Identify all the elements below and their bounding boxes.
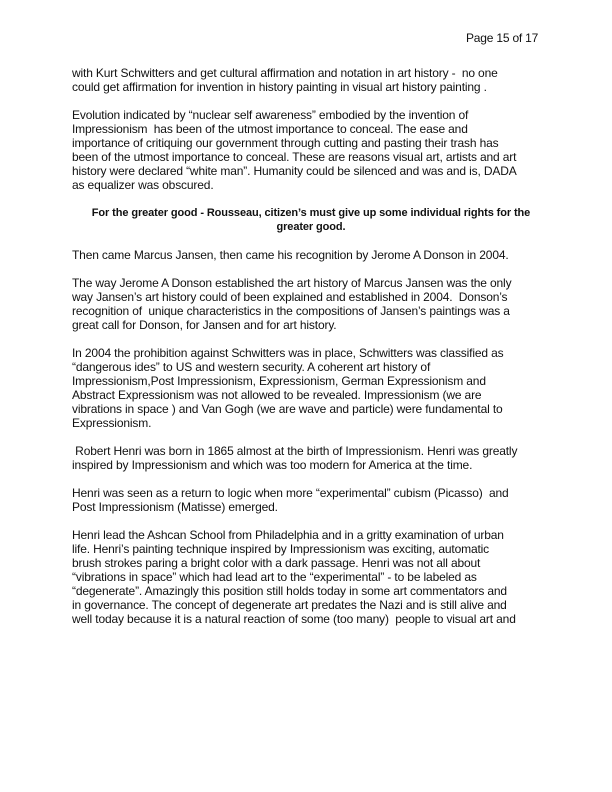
- text-line: Post Impressionism (Matisse) emerged.: [72, 500, 278, 514]
- text-line: Evolution indicated by “nuclear self awareness” embodied by the invention of: [72, 108, 469, 122]
- text-line: In 2004 the prohibition against Schwitters was in place, Schwitters was classified as: [72, 346, 504, 360]
- text-line: life. Henri’s painting technique inspired by Impressionism was exciting, automatic: [72, 542, 490, 556]
- paragraph: [72, 486, 550, 514]
- text-line: well today because it is a natural reaction of some (too many) people to visual art and: [72, 612, 516, 626]
- text-line: The way Jerome A Donson established the art history of Marcus Jansen was the only: [72, 276, 512, 290]
- paragraph: [72, 108, 550, 192]
- text-line: great call for Donson, for Jansen and for art history.: [72, 318, 337, 332]
- paragraph: [72, 66, 550, 94]
- text-line: “vibrations in space” which had lead art to the “experimental” - to be labeled as: [72, 570, 477, 584]
- text-line: “degenerate”. Amazingly this position still holds today in some art commentators and: [72, 584, 507, 598]
- text-line: “dangerous ides” to US and western security. A coherent art history of: [72, 360, 431, 374]
- text-line: Expressionism.: [72, 416, 152, 430]
- paragraph: [72, 444, 550, 472]
- text-line: For the greater good - Rousseau, citizen’s must give up some individual rights for the: [91, 207, 531, 219]
- section-heading: [72, 206, 550, 234]
- text-line: greater good.: [276, 221, 346, 233]
- paragraph: [72, 346, 550, 430]
- paragraph: [72, 528, 550, 626]
- text-line: vibrations in space ) and Van Gogh (we are wave and particle) were fundamental to: [72, 402, 503, 416]
- text-line: importance of critiquing our government through cutting and pasting their trash has: [72, 136, 499, 150]
- text-line: Impressionism has been of the utmost importance to conceal. The ease and: [72, 122, 468, 136]
- document-body: [72, 66, 550, 640]
- text-line: history were declared “white man”. Humanity could be silenced and was and is, DADA: [72, 164, 517, 178]
- paragraph: [72, 276, 550, 332]
- text-line: inspired by Impressionism and which was too modern for America at the time.: [72, 458, 473, 472]
- text-line: way Jansen’s art history could of been explained and established in 2004. Donson’s: [72, 290, 508, 304]
- text-line: Abstract Expressionism was not allowed to be revealed. Impressionism (we are: [72, 388, 482, 402]
- text-line: could get affirmation for invention in history painting in visual art history painting .: [72, 80, 487, 94]
- text-line: been of the utmost importance to conceal. These are reasons visual art, artists and art: [72, 150, 517, 164]
- text-line: in governance. The concept of degenerate art predates the Nazi and is still alive and: [72, 598, 507, 612]
- page-number: Page 15 of 17: [466, 31, 539, 45]
- paragraph: [72, 248, 550, 262]
- text-line: Robert Henri was born in 1865 almost at the birth of Impressionism. Henri was greatly: [72, 444, 518, 458]
- text-line: Impressionism,Post Impressionism, Expressionism, German Expressionism and: [72, 374, 486, 388]
- text-line: as equalizer was obscured.: [72, 178, 214, 192]
- text-line: with Kurt Schwitters and get cultural affirmation and notation in art history - no one: [72, 66, 498, 80]
- text-line: Henri was seen as a return to logic when more “experimental” cubism (Picasso) and: [72, 486, 509, 500]
- text-line: Henri lead the Ashcan School from Philadelphia and in a gritty examination of urban: [72, 528, 504, 542]
- text-line: recognition of unique characteristics in the compositions of Jansen’s paintings was a: [72, 304, 510, 318]
- text-line: brush strokes paring a bright color with a dark passage. Henri was not all about: [72, 556, 481, 570]
- text-line: Then came Marcus Jansen, then came his recognition by Jerome A Donson in 2004.: [72, 248, 509, 262]
